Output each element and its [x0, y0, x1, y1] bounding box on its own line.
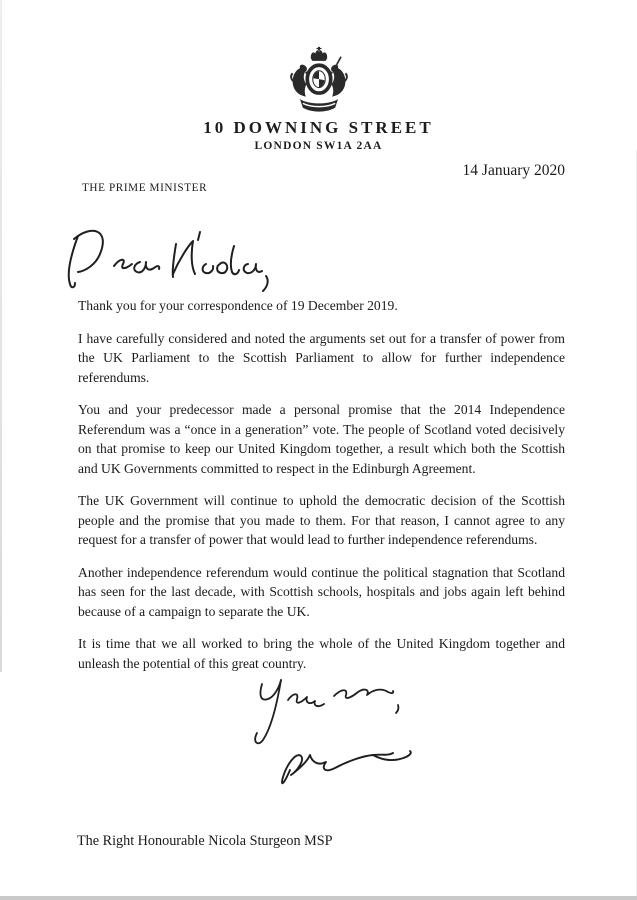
- letterhead: [0, 46, 637, 152]
- recipient-line: The Right Honourable Nicola Sturgeon MSP: [77, 833, 333, 849]
- paragraph-2: I have carefully considered and noted the arguments set out for a transfer of power from the UK Parliament to the Scottish Parliament to allow for further independence referendums.: [78, 330, 565, 385]
- royal-coat-of-arms-icon: [275, 46, 363, 116]
- paragraph-3: You and your predecessor made a personal promise that the 2014 Independence Referendum was a “once in a generation” vote. The people of Scotland voted decisively on that promise to keep our United Kingdom together, a result which both the Scottish and UK Governments committed to respect in the Edinburgh Agreement.: [78, 402, 565, 476]
- signature-closing: [255, 680, 398, 743]
- paragraph-1: Thank you for your correspondence of 19 December 2019.: [78, 298, 398, 313]
- paragraph-4: The UK Government will continue to uphold the democratic decision of the Scottish people and the promise that you made to them. For that reason, I cannot agree to any request for a transfer of power that would lead to further independence referendums.: [78, 493, 565, 547]
- scan-edge-bottom: [0, 896, 637, 900]
- handwritten-salutation: [58, 222, 273, 294]
- letter-body: [78, 296, 565, 686]
- letterhead-address-line1: 10 DOWNING STREET: [203, 118, 434, 137]
- sender-title: THE PRIME MINISTER: [82, 182, 208, 194]
- signature-name: [282, 751, 411, 783]
- paragraph-5: Another independence referendum would continue the political stagnation that Scotland has seen for the last decade, with Scottish schools, hospitals and jobs again left behind because of a campaign to separate the UK.: [78, 564, 565, 619]
- handwritten-signature: [246, 670, 416, 798]
- letter-date: 14 January 2020: [462, 162, 565, 179]
- letterhead-address-line2: LONDON SW1A 2AA: [254, 140, 383, 152]
- paragraph-6: It is time that we all worked to bring the whole of the United Kingdom together and unleash the potential of this great country.: [78, 636, 565, 671]
